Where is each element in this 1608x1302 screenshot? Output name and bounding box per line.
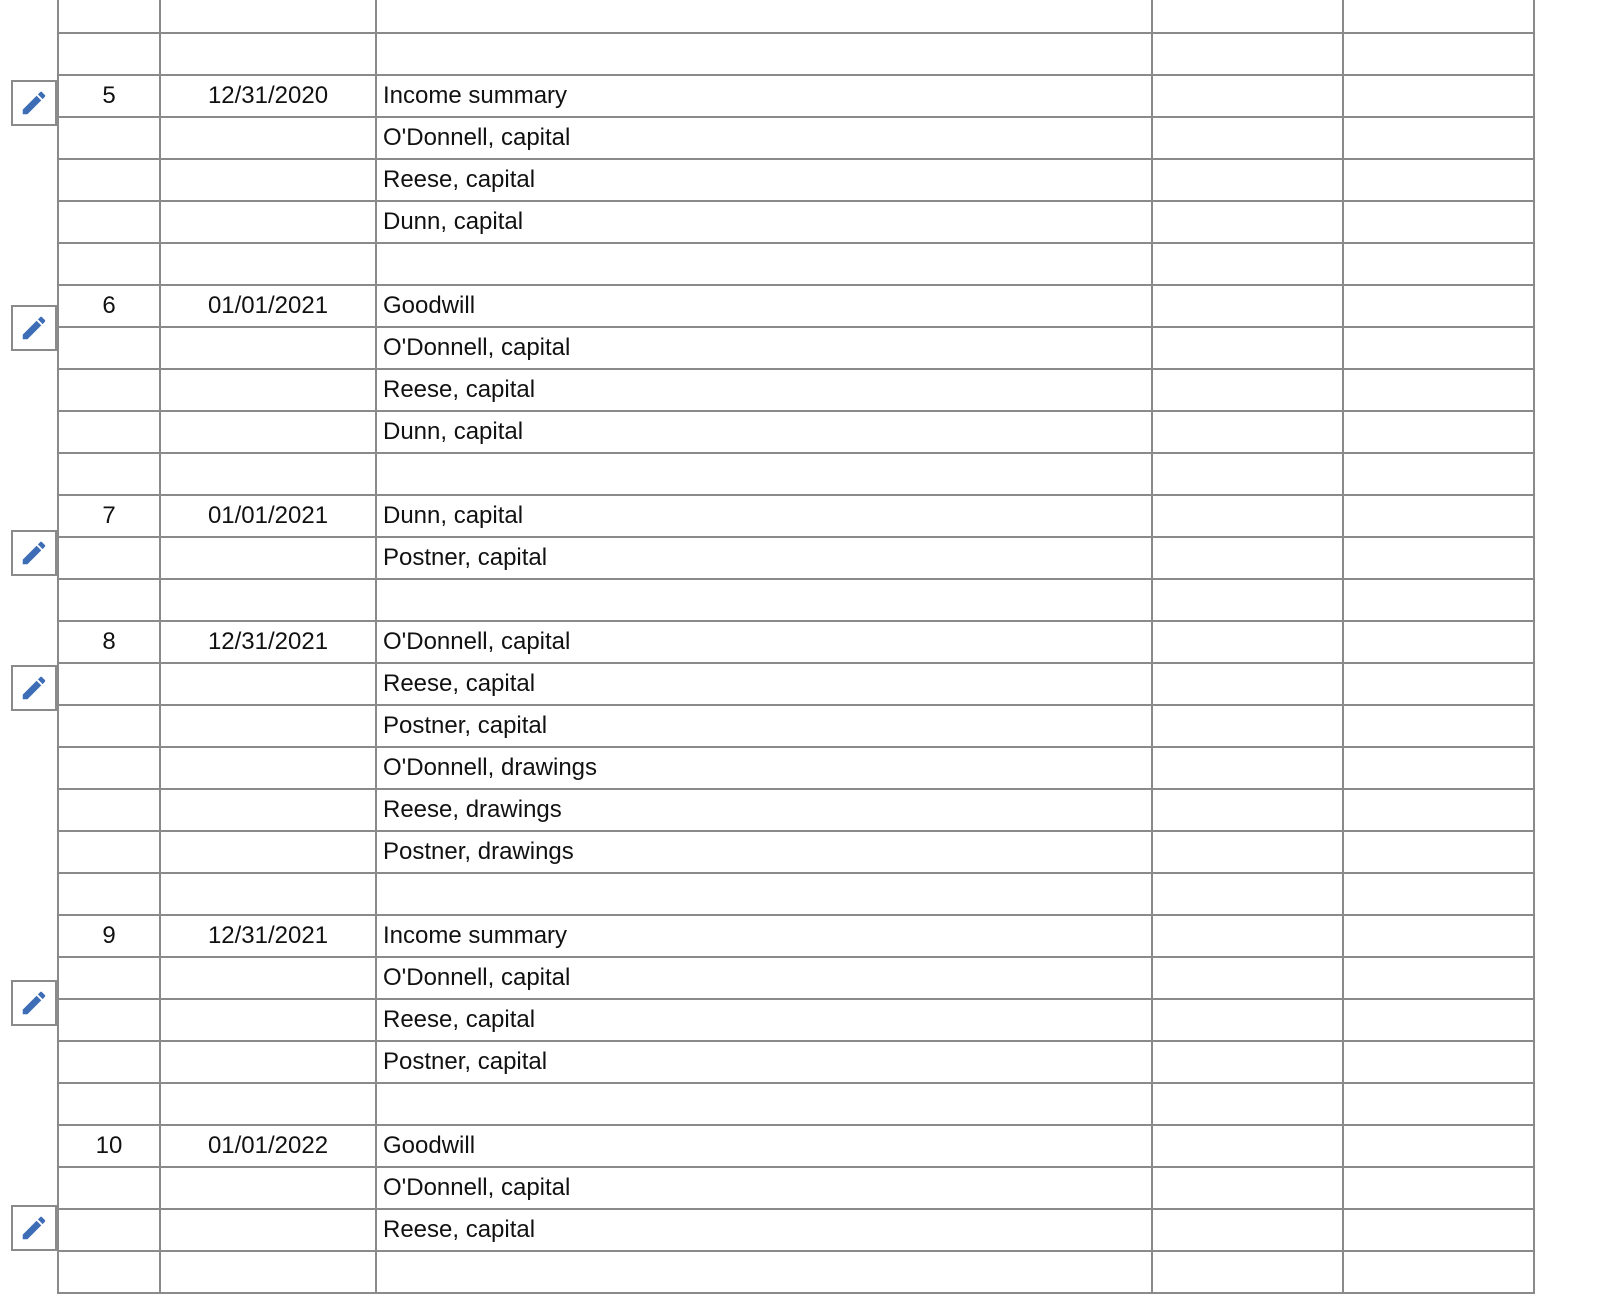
entry-date-cell: 01/01/2022	[160, 1125, 376, 1167]
entry-date-cell	[160, 999, 376, 1041]
entry-number-cell	[58, 705, 160, 747]
debit-input-cell[interactable]	[1152, 957, 1343, 999]
journal-line-row	[58, 1167, 1534, 1209]
debit-input-cell[interactable]	[1152, 873, 1343, 915]
debit-input-cell[interactable]	[1152, 285, 1343, 327]
credit-input-cell[interactable]	[1343, 327, 1534, 369]
journal-line-row	[58, 75, 1534, 117]
pencil-icon	[19, 988, 49, 1018]
account-title-cell: Income summary	[376, 915, 1152, 957]
entry-date-cell: 12/31/2021	[160, 915, 376, 957]
entry-number-cell	[58, 1209, 160, 1251]
credit-input-cell[interactable]	[1343, 117, 1534, 159]
entry-number-cell	[58, 327, 160, 369]
account-title-cell: Goodwill	[376, 285, 1152, 327]
debit-input-cell[interactable]	[1152, 159, 1343, 201]
debit-input-cell[interactable]	[1152, 453, 1343, 495]
spacer-row	[58, 1083, 1534, 1125]
account-title-cell: Reese, capital	[376, 369, 1152, 411]
entry-number-cell	[58, 747, 160, 789]
debit-input-cell[interactable]	[1152, 327, 1343, 369]
edit-entry-button[interactable]	[11, 665, 57, 711]
entry-number-cell	[58, 117, 160, 159]
journal-entry-table	[57, 0, 1535, 1294]
debit-input-cell[interactable]	[1152, 75, 1343, 117]
account-title-cell	[376, 243, 1152, 285]
entry-date-cell	[160, 1251, 376, 1293]
entry-date-cell	[160, 873, 376, 915]
entry-number-cell	[58, 1083, 160, 1125]
debit-input-cell[interactable]	[1152, 0, 1343, 33]
debit-input-cell[interactable]	[1152, 117, 1343, 159]
account-title-cell: Postner, drawings	[376, 831, 1152, 873]
debit-input-cell[interactable]	[1152, 1251, 1343, 1293]
edit-entry-button[interactable]	[11, 530, 57, 576]
credit-input-cell[interactable]	[1343, 411, 1534, 453]
pencil-icon	[19, 313, 49, 343]
journal-line-row	[58, 1041, 1534, 1083]
journal-line-row	[58, 1209, 1534, 1251]
debit-input-cell[interactable]	[1152, 33, 1343, 75]
journal-line-row	[58, 957, 1534, 999]
credit-input-cell[interactable]	[1343, 873, 1534, 915]
debit-input-cell[interactable]	[1152, 831, 1343, 873]
account-title-cell: Reese, capital	[376, 663, 1152, 705]
account-title-cell: Reese, drawings	[376, 789, 1152, 831]
entry-number-cell	[58, 201, 160, 243]
entry-date-cell	[160, 201, 376, 243]
entry-date-cell	[160, 1083, 376, 1125]
entry-date-cell	[160, 537, 376, 579]
spacer-row	[58, 243, 1534, 285]
entry-number-cell	[58, 369, 160, 411]
debit-input-cell[interactable]	[1152, 705, 1343, 747]
entry-date-cell	[160, 789, 376, 831]
journal-line-row	[58, 411, 1534, 453]
debit-input-cell[interactable]	[1152, 621, 1343, 663]
credit-input-cell[interactable]	[1343, 1167, 1534, 1209]
entry-number-cell	[58, 1167, 160, 1209]
account-title-cell	[376, 0, 1152, 33]
account-title-cell	[376, 33, 1152, 75]
entry-number-cell	[58, 243, 160, 285]
entry-number-cell	[58, 873, 160, 915]
entry-date-cell	[160, 453, 376, 495]
edit-entry-button[interactable]	[11, 80, 57, 126]
credit-input-cell[interactable]	[1343, 1251, 1534, 1293]
journal-line-row	[58, 915, 1534, 957]
journal-line-row	[58, 327, 1534, 369]
entry-date-cell	[160, 117, 376, 159]
entry-date-cell	[160, 1167, 376, 1209]
entry-number-cell	[58, 1251, 160, 1293]
credit-input-cell[interactable]	[1343, 789, 1534, 831]
credit-input-cell[interactable]	[1343, 201, 1534, 243]
entry-number-cell	[58, 0, 160, 33]
entry-date-cell	[160, 243, 376, 285]
journal-line-row	[58, 285, 1534, 327]
account-title-cell	[376, 453, 1152, 495]
credit-input-cell[interactable]	[1343, 33, 1534, 75]
edit-entry-button[interactable]	[11, 1205, 57, 1251]
entry-date-cell	[160, 663, 376, 705]
account-title-cell: O'Donnell, drawings	[376, 747, 1152, 789]
account-title-cell: O'Donnell, capital	[376, 957, 1152, 999]
account-title-cell: O'Donnell, capital	[376, 1167, 1152, 1209]
credit-input-cell[interactable]	[1343, 537, 1534, 579]
entry-date-cell: 12/31/2021	[160, 621, 376, 663]
credit-input-cell[interactable]	[1343, 369, 1534, 411]
account-title-cell: Dunn, capital	[376, 495, 1152, 537]
credit-input-cell[interactable]	[1343, 705, 1534, 747]
entry-number-cell: 5	[58, 75, 160, 117]
journal-line-row	[58, 201, 1534, 243]
entry-number-cell: 9	[58, 915, 160, 957]
credit-input-cell[interactable]	[1343, 1209, 1534, 1251]
credit-input-cell[interactable]	[1343, 75, 1534, 117]
credit-input-cell[interactable]	[1343, 243, 1534, 285]
entry-number-cell	[58, 1041, 160, 1083]
credit-input-cell[interactable]	[1343, 999, 1534, 1041]
entry-number-cell: 8	[58, 621, 160, 663]
journal-line-row	[58, 999, 1534, 1041]
entry-date-cell	[160, 831, 376, 873]
debit-input-cell[interactable]	[1152, 915, 1343, 957]
journal-line-row	[58, 705, 1534, 747]
entry-date-cell	[160, 957, 376, 999]
credit-input-cell[interactable]	[1343, 663, 1534, 705]
account-title-cell	[376, 1251, 1152, 1293]
debit-input-cell[interactable]	[1152, 243, 1343, 285]
entry-date-cell	[160, 411, 376, 453]
entry-date-cell: 12/31/2020	[160, 75, 376, 117]
entry-number-cell	[58, 579, 160, 621]
account-title-cell: Reese, capital	[376, 1209, 1152, 1251]
debit-input-cell[interactable]	[1152, 411, 1343, 453]
entry-date-cell	[160, 33, 376, 75]
credit-input-cell[interactable]	[1343, 285, 1534, 327]
credit-input-cell[interactable]	[1343, 957, 1534, 999]
account-title-cell: O'Donnell, capital	[376, 621, 1152, 663]
credit-input-cell[interactable]	[1343, 453, 1534, 495]
debit-input-cell[interactable]	[1152, 1083, 1343, 1125]
account-title-cell: Postner, capital	[376, 1041, 1152, 1083]
entry-date-cell: 01/01/2021	[160, 495, 376, 537]
entry-number-cell	[58, 999, 160, 1041]
journal-line-row	[58, 369, 1534, 411]
entry-date-cell	[160, 747, 376, 789]
debit-input-cell[interactable]	[1152, 1125, 1343, 1167]
account-title-cell: Goodwill	[376, 1125, 1152, 1167]
entry-date-cell	[160, 0, 376, 33]
entry-number-cell	[58, 537, 160, 579]
spacer-row	[58, 453, 1534, 495]
edit-entry-button[interactable]	[11, 305, 57, 351]
debit-input-cell[interactable]	[1152, 1041, 1343, 1083]
entry-number-cell: 7	[58, 495, 160, 537]
account-title-cell: Dunn, capital	[376, 411, 1152, 453]
account-title-cell	[376, 579, 1152, 621]
pencil-icon	[19, 88, 49, 118]
entry-number-cell	[58, 957, 160, 999]
account-title-cell: Reese, capital	[376, 159, 1152, 201]
credit-input-cell[interactable]	[1343, 159, 1534, 201]
journal-line-row	[58, 747, 1534, 789]
edit-entry-button[interactable]	[11, 980, 57, 1026]
entry-number-cell	[58, 411, 160, 453]
journal-line-row	[58, 537, 1534, 579]
debit-input-cell[interactable]	[1152, 789, 1343, 831]
journal-line-row	[58, 1125, 1534, 1167]
entry-date-cell	[160, 579, 376, 621]
journal-entry-rows	[58, 0, 1534, 1293]
entry-date-cell	[160, 1041, 376, 1083]
pencil-icon	[19, 1213, 49, 1243]
journal-line-row	[58, 789, 1534, 831]
credit-input-cell[interactable]	[1343, 621, 1534, 663]
spacer-row	[58, 873, 1534, 915]
account-title-cell	[376, 873, 1152, 915]
account-title-cell	[376, 1083, 1152, 1125]
credit-input-cell[interactable]	[1343, 1083, 1534, 1125]
entry-date-cell	[160, 159, 376, 201]
debit-input-cell[interactable]	[1152, 1209, 1343, 1251]
pencil-icon	[19, 538, 49, 568]
debit-input-cell[interactable]	[1152, 999, 1343, 1041]
journal-line-row	[58, 117, 1534, 159]
debit-input-cell[interactable]	[1152, 663, 1343, 705]
account-title-cell: Postner, capital	[376, 705, 1152, 747]
pencil-icon	[19, 673, 49, 703]
entry-number-cell: 6	[58, 285, 160, 327]
entry-number-cell	[58, 831, 160, 873]
entry-number-cell	[58, 159, 160, 201]
account-title-cell: O'Donnell, capital	[376, 327, 1152, 369]
credit-input-cell[interactable]	[1343, 0, 1534, 33]
spacer-row	[58, 1251, 1534, 1293]
entry-date-cell: 01/01/2021	[160, 285, 376, 327]
account-title-cell: Income summary	[376, 75, 1152, 117]
debit-input-cell[interactable]	[1152, 747, 1343, 789]
entry-date-cell	[160, 1209, 376, 1251]
journal-line-row	[58, 831, 1534, 873]
journal-line-row	[58, 621, 1534, 663]
credit-input-cell[interactable]	[1343, 1041, 1534, 1083]
entry-date-cell	[160, 369, 376, 411]
entry-number-cell	[58, 663, 160, 705]
debit-input-cell[interactable]	[1152, 369, 1343, 411]
debit-input-cell[interactable]	[1152, 1167, 1343, 1209]
credit-input-cell[interactable]	[1343, 495, 1534, 537]
entry-number-cell	[58, 453, 160, 495]
debit-input-cell[interactable]	[1152, 579, 1343, 621]
entry-date-cell	[160, 327, 376, 369]
debit-input-cell[interactable]	[1152, 537, 1343, 579]
account-title-cell: Dunn, capital	[376, 201, 1152, 243]
credit-input-cell[interactable]	[1343, 831, 1534, 873]
entry-number-cell: 10	[58, 1125, 160, 1167]
journal-line-row	[58, 0, 1534, 33]
journal-line-row	[58, 663, 1534, 705]
journal-line-row	[58, 159, 1534, 201]
account-title-cell: O'Donnell, capital	[376, 117, 1152, 159]
journal-line-row	[58, 495, 1534, 537]
debit-input-cell[interactable]	[1152, 201, 1343, 243]
account-title-cell: Postner, capital	[376, 537, 1152, 579]
credit-input-cell[interactable]	[1343, 1125, 1534, 1167]
entry-number-cell	[58, 33, 160, 75]
entry-number-cell	[58, 789, 160, 831]
credit-input-cell[interactable]	[1343, 747, 1534, 789]
credit-input-cell[interactable]	[1343, 915, 1534, 957]
debit-input-cell[interactable]	[1152, 495, 1343, 537]
credit-input-cell[interactable]	[1343, 579, 1534, 621]
entry-date-cell	[160, 705, 376, 747]
account-title-cell: Reese, capital	[376, 999, 1152, 1041]
spacer-row	[58, 579, 1534, 621]
spacer-row	[58, 33, 1534, 75]
